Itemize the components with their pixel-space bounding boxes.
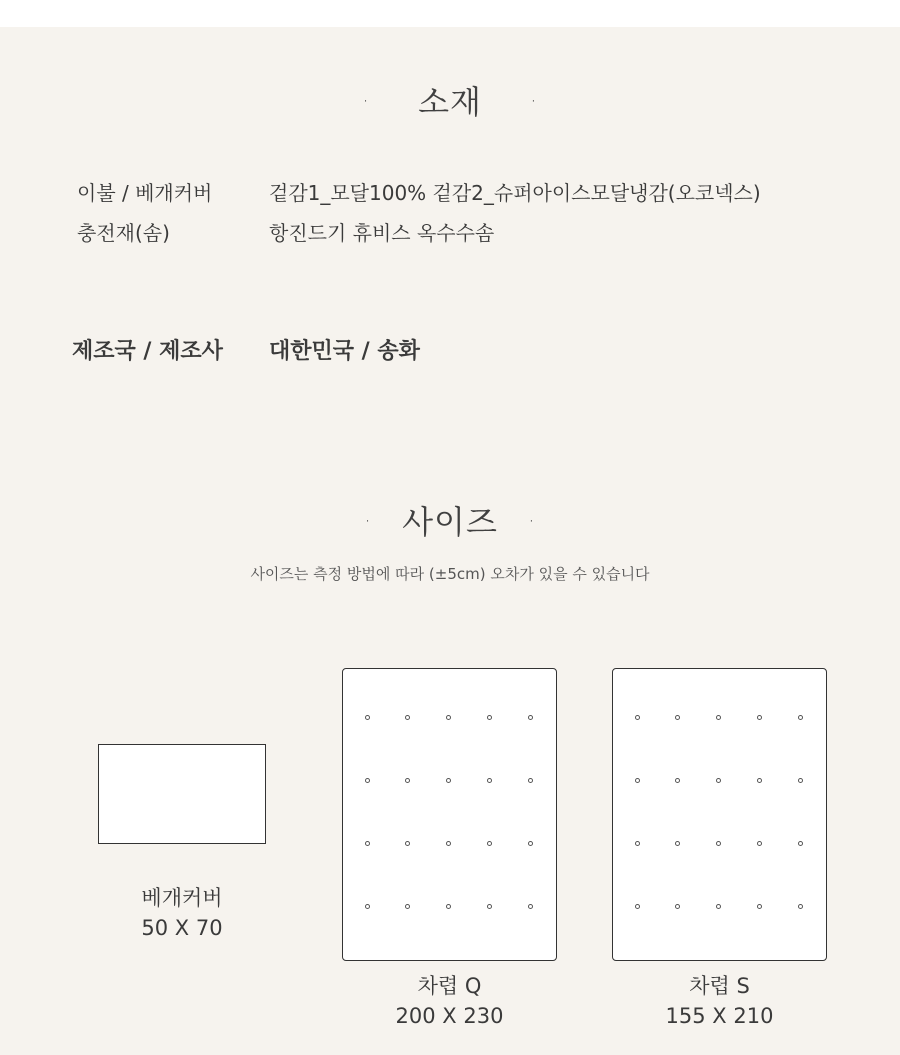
- title-dot-right: ·: [528, 509, 536, 533]
- quilting-dot: [528, 841, 533, 846]
- quilting-dot: [365, 715, 370, 720]
- quilting-dot: [528, 904, 533, 909]
- quilting-dot: [487, 904, 492, 909]
- size-dims: 155 X 210: [665, 1004, 774, 1028]
- size-name: 차렵 S: [689, 974, 750, 998]
- size-dims: 200 X 230: [395, 1004, 504, 1028]
- material-value: 항진드기 휴비스 옥수수솜: [269, 221, 495, 245]
- quilting-dot: [675, 715, 680, 720]
- quilting-dot: [405, 904, 410, 909]
- pillow-cover-caption: [98, 883, 266, 943]
- size-name: 베개커버: [141, 886, 223, 910]
- material-value: 겉감1_모달100% 겉감2_슈퍼아이스모달냉감(오코넥스): [269, 181, 761, 205]
- material-label: 충전재(솜): [77, 221, 170, 245]
- quilting-dot: [716, 841, 721, 846]
- size-title-text: 사이즈: [402, 503, 498, 541]
- quilting-dot: [635, 904, 640, 909]
- size-name: 차렵 Q: [417, 974, 482, 998]
- quilting-dot: [635, 778, 640, 783]
- quilting-dot: [798, 841, 803, 846]
- quilting-dot: [798, 715, 803, 720]
- maker-row: [72, 334, 420, 365]
- quilting-dot: [405, 715, 410, 720]
- quilting-dot: [528, 778, 533, 783]
- quilting-dot: [528, 715, 533, 720]
- quilting-dot: [446, 778, 451, 783]
- single-quilt-illustration: [612, 668, 827, 961]
- quilting-dot: [757, 841, 762, 846]
- maker-label: 제조국 / 제조사: [72, 339, 223, 364]
- material-label: 이불 / 베개커버: [77, 181, 213, 205]
- quilting-dot: [798, 904, 803, 909]
- size-note: 사이즈는 측정 방법에 따라 (±5cm) 오차가 있을 수 있습니다: [250, 565, 650, 583]
- quilting-dot: [446, 841, 451, 846]
- quilting-dot: [635, 715, 640, 720]
- queen-quilt-caption: [342, 971, 557, 1031]
- quilting-dot: [365, 841, 370, 846]
- quilting-dot: [487, 715, 492, 720]
- quilting-dot: [446, 904, 451, 909]
- quilting-dot: [405, 841, 410, 846]
- quilting-dot: [487, 841, 492, 846]
- quilting-dot: [798, 778, 803, 783]
- quilting-dot: [365, 778, 370, 783]
- quilting-dot: [405, 778, 410, 783]
- quilting-dot: [716, 904, 721, 909]
- title-dot-left: ·: [364, 509, 372, 533]
- quilting-dot: [365, 904, 370, 909]
- quilting-dot: [757, 715, 762, 720]
- quilting-dot: [757, 904, 762, 909]
- title-dot-right: ·: [530, 89, 538, 113]
- maker-value: 대한민국 / 송화: [269, 339, 420, 364]
- quilting-dot: [675, 841, 680, 846]
- pillow-cover-illustration: [98, 744, 266, 844]
- title-dot-left: ·: [362, 89, 370, 113]
- queen-quilt-illustration: [342, 668, 557, 961]
- quilting-dot: [446, 715, 451, 720]
- size-section-title: [0, 497, 900, 543]
- single-quilt-caption: [612, 971, 827, 1031]
- material-section-title: [0, 77, 900, 123]
- quilting-dot: [635, 841, 640, 846]
- quilting-dot: [716, 715, 721, 720]
- quilting-dot: [716, 778, 721, 783]
- size-dims: 50 X 70: [141, 916, 223, 940]
- material-title-text: 소재: [418, 83, 482, 121]
- quilting-dot: [675, 778, 680, 783]
- quilting-dot: [757, 778, 762, 783]
- quilting-dot: [675, 904, 680, 909]
- quilting-dot: [487, 778, 492, 783]
